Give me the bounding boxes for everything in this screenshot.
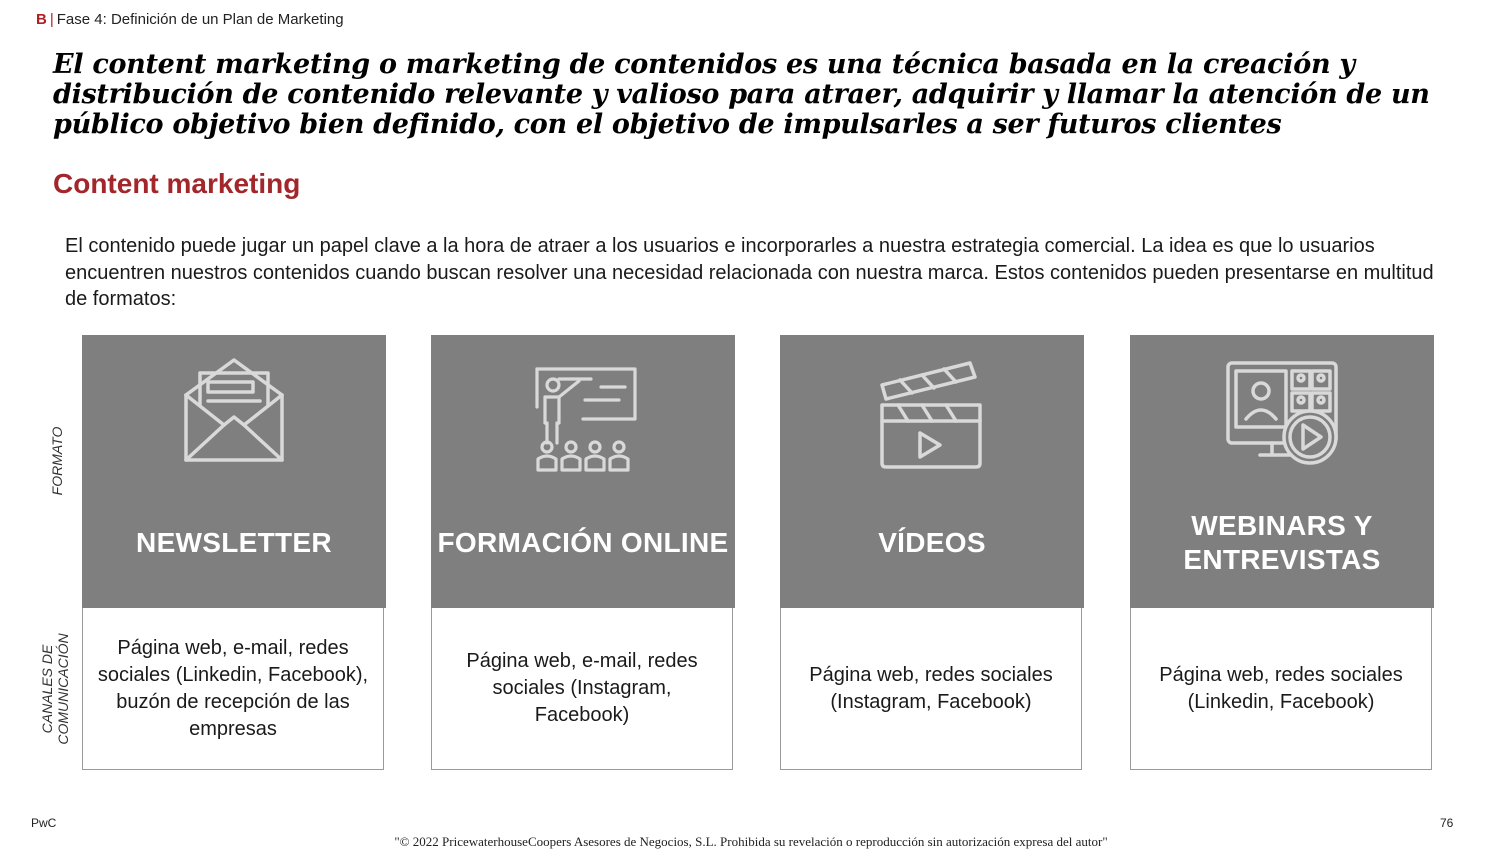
- presentation-icon: [523, 355, 643, 475]
- copyright-notice: "© 2022 PricewaterhouseCoopers Asesores de Negocios, S.L. Prohibida su revelación o reproducción sin autorización expresa del autor": [394, 834, 1108, 849]
- channels-text: Página web, e-mail, redes sociales (Instagram, Facebook): [466, 650, 698, 726]
- footer-brand: PwC: [31, 816, 57, 830]
- format-row-label: [49, 416, 65, 506]
- headline: El content marketing o marketing de contenidos es una técnica basada en la creación y distribución de contenido relevante y valioso para atraer, adquirir y llamar la atención de un público objetivo bien definido, con el objetivo de impulsarles a ser futuros clientes: [53, 49, 1430, 140]
- channels-text: Página web, e-mail, redes sociales (Linkedin, Facebook), buzón de recepción de las empresas: [97, 636, 369, 740]
- format-label-text: FORMATO: [49, 426, 65, 496]
- card-title: FORMACIÓN ONLINE: [437, 527, 729, 558]
- channels-card-newsletter: [82, 608, 384, 770]
- section-title: Content marketing: [53, 168, 301, 199]
- channels-card-formacion-online: [431, 608, 733, 770]
- card-title: VÍDEOS: [878, 527, 986, 558]
- header-separator: |: [49, 11, 54, 28]
- clapperboard-icon: [872, 355, 992, 475]
- header: [36, 11, 344, 28]
- envelope-icon: [174, 355, 294, 475]
- channels-card-webinars: [1130, 608, 1432, 770]
- card-title: NEWSLETTER: [136, 527, 332, 558]
- format-card-newsletter: [82, 335, 386, 608]
- format-card-formacion-online: [431, 335, 735, 608]
- channels-row-label: [39, 624, 71, 754]
- format-card-webinars: [1130, 335, 1434, 608]
- channels-text: Página web, redes sociales (Linkedin, Facebook): [1159, 663, 1403, 713]
- intro-paragraph: El contenido puede jugar un papel clave a la hora de atraer a los usuarios e incorporarles a nuestra estrategia comercial. La idea es que lo usuarios encuentren nuestros contenidos cuando buscan resolver una necesidad relacionada con nuestra marca. Estos contenidos pueden presentarse en multitud de formatos:: [65, 235, 1434, 310]
- format-card-videos: [780, 335, 1084, 608]
- header-title: Fase 4: Definición de un Plan de Marketing: [56, 11, 344, 28]
- channels-card-videos: [780, 608, 1082, 770]
- webinar-icon: [1222, 355, 1342, 475]
- page-number: 76: [1440, 816, 1454, 830]
- channels-label-line1: CANALES DE: [39, 644, 55, 734]
- section-letter: B: [36, 11, 47, 28]
- channels-label-line2: COMUNICACIÓN: [55, 633, 71, 745]
- card-title: WEBINARS Y ENTREVISTAS: [1183, 510, 1381, 575]
- channels-text: Página web, redes sociales (Instagram, Facebook): [809, 663, 1053, 713]
